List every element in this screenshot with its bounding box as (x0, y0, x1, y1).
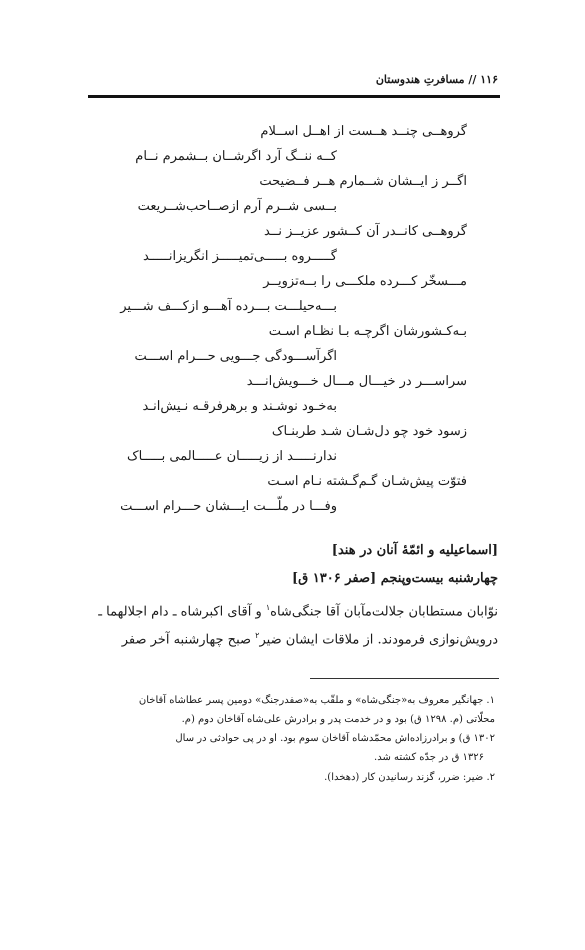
verse-line: مـــسخّر کـــرده ملکـــی را بــه‌تزویــر (263, 274, 467, 289)
footnote-line: ۲. ضیر: ضرر، گزند رسانیدن کار (دهخدا). (324, 772, 495, 783)
verse-line: اگــر ز ایــشان شــمارم هــر فــضیحت (259, 174, 467, 189)
verse-line: گروهــی کانــدر آن کــشور عزیــز نــد (263, 224, 467, 239)
verse-line: بـــه‌حیلـــت بـــرده آهـــو ازکـــف شـــیر (120, 299, 337, 314)
verse-line: زسود خود چو دل‌شـان شـد طربنـاک (271, 424, 467, 439)
verse-line: اگرآســـودگی جـــویی حـــرام اســـت (134, 349, 337, 364)
header-rule (88, 95, 500, 98)
footnote-line: ۱۳۲۶ ق در جدّه کشته شد. (374, 752, 484, 763)
prose-line (98, 598, 498, 622)
verse-line: فتوّت پیش‌شـان گـم‌گـشته نـام اسـت (267, 474, 467, 489)
verse-line: کــه ننــگ آرد اگرشــان بــشمرم نــام (135, 149, 337, 164)
prose-text: درویش‌نوازی فرمودند. از ملاقات ایشان ضیر (259, 632, 498, 648)
verse-line: سراســـر در خیـــال مـــال خـــویش‌انـــد (246, 374, 467, 389)
footnote-line: محلّاتی (م. ۱۲۹۸ ق) بود و در خدمت پدر و برادرش علی‌شاه آقاخان دوم (م. (181, 714, 495, 725)
footnote-marker[interactable]: ۲ (255, 631, 260, 640)
footnote-line: ۱۳۰۲ ق) و برادرزاده‌اش محمّدشاه آقاخان سوم بود. او در پی حوادثی در سال (175, 733, 495, 744)
verse-line: به‌خـود نوشـند و برهرفرقـه نـیش‌انـد (142, 399, 337, 414)
date-heading: چهارشنبه بیست‌وپنجم [صفر ۱۳۰۶ ق] (292, 571, 498, 586)
verse-line: گـــــروه بـــــی‌تمیـــــز انگریزانـــــد (143, 249, 337, 264)
footnote-marker[interactable]: ۱ (265, 603, 271, 612)
footnote-rule (310, 678, 499, 679)
verse-line: بـه‌کـشورشان اگرچـه بـا نظـام اسـت (268, 324, 467, 339)
section-heading: [اسماعیلیه و ائمّهٔ آنان در هند] (331, 543, 498, 558)
prose-text: نوّابان مستطابان جلالت‌مآبان آقا جنگی‌شاه (270, 604, 498, 620)
verse-line: گروهــی چنــد هــست از اهــل اســلام (260, 124, 467, 139)
prose-line (122, 626, 498, 650)
verse-line: وفـــا در ملّـــت ایـــشان حـــرام اســـت (120, 499, 337, 514)
prose-text: صبح چهارشنبه آخر صفر (121, 632, 256, 648)
verse-line: ندارنـــــد از زیـــــان عـــــالمی بـــــاک (126, 449, 337, 464)
prose-text: و آقای اکبرشاه ـ دام اجلالهما ـ (98, 604, 266, 620)
footnote-line: ۱. جهانگیر معروف به«جنگی‌شاه» و ملقّب به«صفدرجنگ» دومین پسر عطاشاه آقاخان (138, 695, 495, 706)
running-header: ۱۱۶ // مسافرتِ هندوستان (375, 73, 498, 86)
verse-line: بــسی شــرم آرم ازصــاحب‌شــریعت (137, 199, 337, 214)
